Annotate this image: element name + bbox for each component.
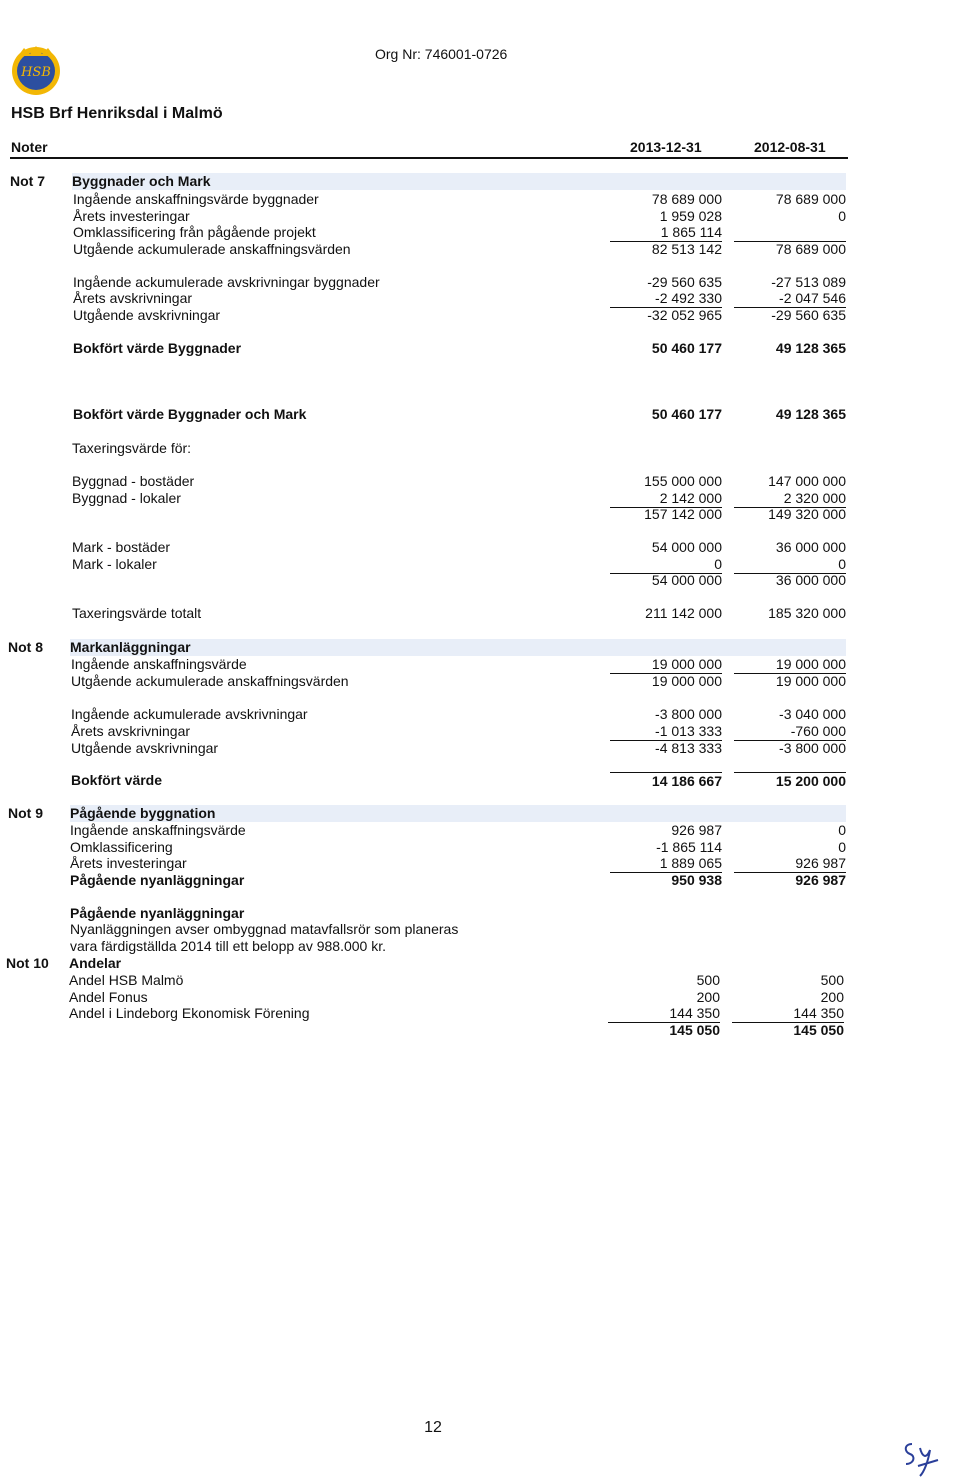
row-label-total: Pågående nyanläggningar xyxy=(70,872,245,888)
value-2012: 19 000 000 xyxy=(734,656,846,674)
value-2013: 157 142 000 xyxy=(644,506,722,522)
hsb-logo xyxy=(8,44,64,96)
value-2012: 0 xyxy=(838,822,846,838)
row-label: Årets avskrivningar xyxy=(73,290,193,306)
tax-heading: Taxeringsvärde för: xyxy=(72,440,192,456)
value-2013: 82 513 142 xyxy=(651,241,722,257)
value-2012: 149 320 000 xyxy=(768,506,846,522)
value-2012 xyxy=(734,224,846,242)
row-label: Utgående ackumulerade anskaffningsvärden xyxy=(71,673,349,689)
value-2012: -760 000 xyxy=(734,723,846,741)
row-label: Utgående avskrivningar xyxy=(71,740,219,756)
value-2012: 185 320 000 xyxy=(768,605,846,621)
value-2012: 36 000 000 xyxy=(775,539,846,555)
value-2012: -2 047 546 xyxy=(734,290,846,308)
org-number: Org Nr: 746001-0726 xyxy=(375,46,508,62)
note-label: Not 7 xyxy=(10,173,45,189)
value-2012: -3 800 000 xyxy=(779,740,846,756)
value-2012: 926 987 xyxy=(734,855,846,873)
row-label: Årets investeringar xyxy=(70,855,187,871)
value-2012: -27 513 089 xyxy=(771,274,846,290)
value-2013: 54 000 000 xyxy=(651,539,722,555)
value-2013: 19 000 000 xyxy=(651,673,722,689)
value-2012: 926 987 xyxy=(795,872,846,888)
value-2013: 200 xyxy=(696,989,720,1005)
value-2013: 1 959 028 xyxy=(659,208,722,224)
row-label-total: Bokfört värde xyxy=(71,772,163,788)
row-label: Taxeringsvärde totalt xyxy=(72,605,202,621)
section-title: Andelar xyxy=(69,955,122,971)
value-2012: 144 350 xyxy=(732,1005,844,1023)
row-label: Andel i Lindeborg Ekonomisk Förening xyxy=(69,1005,310,1021)
value-2013: 1 865 114 xyxy=(610,224,722,242)
value-2013: 1 889 065 xyxy=(610,855,722,873)
value-2012: 15 200 000 xyxy=(734,772,846,790)
row-label: Mark - lokaler xyxy=(72,556,157,572)
header-rule xyxy=(10,157,848,159)
value-2012: 49 128 365 xyxy=(775,340,846,356)
value-2012: 49 128 365 xyxy=(775,406,846,422)
value-2013: 78 689 000 xyxy=(651,191,722,207)
value-2012: 200 xyxy=(820,989,844,1005)
note-label: Not 9 xyxy=(8,805,43,821)
value-2013: -32 052 965 xyxy=(647,307,722,323)
value-2013: -4 813 333 xyxy=(655,740,722,756)
row-label-total: Bokfört värde Byggnader xyxy=(73,340,242,356)
column-header-2012: 2012-08-31 xyxy=(754,139,826,155)
page-number: 12 xyxy=(424,1419,442,1436)
row-label: Årets investeringar xyxy=(73,208,190,224)
value-2012: 0 xyxy=(734,556,846,574)
row-label: Omklassificering från pågående projekt xyxy=(73,224,316,240)
value-2013: 19 000 000 xyxy=(610,656,722,674)
row-label: Omklassificering xyxy=(70,839,173,855)
value-2013: 54 000 000 xyxy=(651,572,722,588)
note-label: Not 8 xyxy=(8,639,43,655)
row-label: Ingående anskaffningsvärde byggnader xyxy=(73,191,319,207)
value-2012: -29 560 635 xyxy=(771,307,846,323)
subsection-heading: Pågående nyanläggningar xyxy=(70,905,245,921)
value-2012: 147 000 000 xyxy=(768,473,846,489)
row-label-total: Bokfört värde Byggnader och Mark xyxy=(73,406,307,422)
value-2012: 36 000 000 xyxy=(775,572,846,588)
value-2013: 2 142 000 xyxy=(610,490,722,508)
value-2013: 50 460 177 xyxy=(651,340,722,356)
row-label: Årets avskrivningar xyxy=(71,723,191,739)
company-name: HSB Brf Henriksdal i Malmö xyxy=(11,105,223,122)
value-2012: 0 xyxy=(838,839,846,855)
row-label: Ingående anskaffningsvärde xyxy=(70,822,246,838)
value-2013: 926 987 xyxy=(671,822,722,838)
value-2012: 0 xyxy=(838,208,846,224)
value-2013: 950 938 xyxy=(671,872,722,888)
row-label: Ingående ackumulerade avskrivningar byggnader xyxy=(73,274,380,290)
note-label: Not 10 xyxy=(6,955,49,971)
description-text: vara färdigställda 2014 till ett belopp av 988.000 kr. xyxy=(70,938,386,954)
row-label: Ingående anskaffningsvärde xyxy=(71,656,247,672)
value-2012: 78 689 000 xyxy=(775,191,846,207)
signature xyxy=(900,1430,950,1478)
row-label: Andel HSB Malmö xyxy=(69,972,184,988)
description-text: Nyanläggningen avser ombyggnad matavfallsrör som planeras xyxy=(70,921,459,937)
section-title: Byggnader och Mark xyxy=(72,173,846,190)
value-2013: 500 xyxy=(696,972,720,988)
row-label: Byggnad - lokaler xyxy=(72,490,181,506)
notes-heading: Noter xyxy=(11,139,48,155)
row-label: Utgående avskrivningar xyxy=(73,307,221,323)
value-2012: 19 000 000 xyxy=(775,673,846,689)
section-title: Pågående byggnation xyxy=(70,805,846,822)
value-2013: -29 560 635 xyxy=(647,274,722,290)
value-2013: 145 050 xyxy=(669,1022,720,1038)
value-2012: 78 689 000 xyxy=(775,241,846,257)
value-2013: 144 350 xyxy=(608,1005,720,1023)
value-2012: 145 050 xyxy=(793,1022,844,1038)
value-2012: 2 320 000 xyxy=(734,490,846,508)
row-label: Andel Fonus xyxy=(69,989,148,1005)
value-2013: 0 xyxy=(610,556,722,574)
value-2013: 14 186 667 xyxy=(610,772,722,790)
row-label: Byggnad - bostäder xyxy=(72,473,195,489)
section-title: Markanläggningar xyxy=(70,639,846,656)
row-label: Utgående ackumulerade anskaffningsvärden xyxy=(73,241,351,257)
svg-text:HSB: HSB xyxy=(21,65,51,80)
value-2012: -3 040 000 xyxy=(779,706,846,722)
value-2013: -1 013 333 xyxy=(610,723,722,741)
value-2013: 211 142 000 xyxy=(645,605,722,621)
row-label: Mark - bostäder xyxy=(72,539,171,555)
value-2013: -3 800 000 xyxy=(655,706,722,722)
value-2013: -2 492 330 xyxy=(610,290,722,308)
value-2013: -1 865 114 xyxy=(656,839,722,855)
row-label: Ingående ackumulerade avskrivningar xyxy=(71,706,308,722)
column-header-2013: 2013-12-31 xyxy=(630,139,702,155)
value-2013: 50 460 177 xyxy=(651,406,722,422)
value-2012: 500 xyxy=(820,972,844,988)
value-2013: 155 000 000 xyxy=(644,473,722,489)
